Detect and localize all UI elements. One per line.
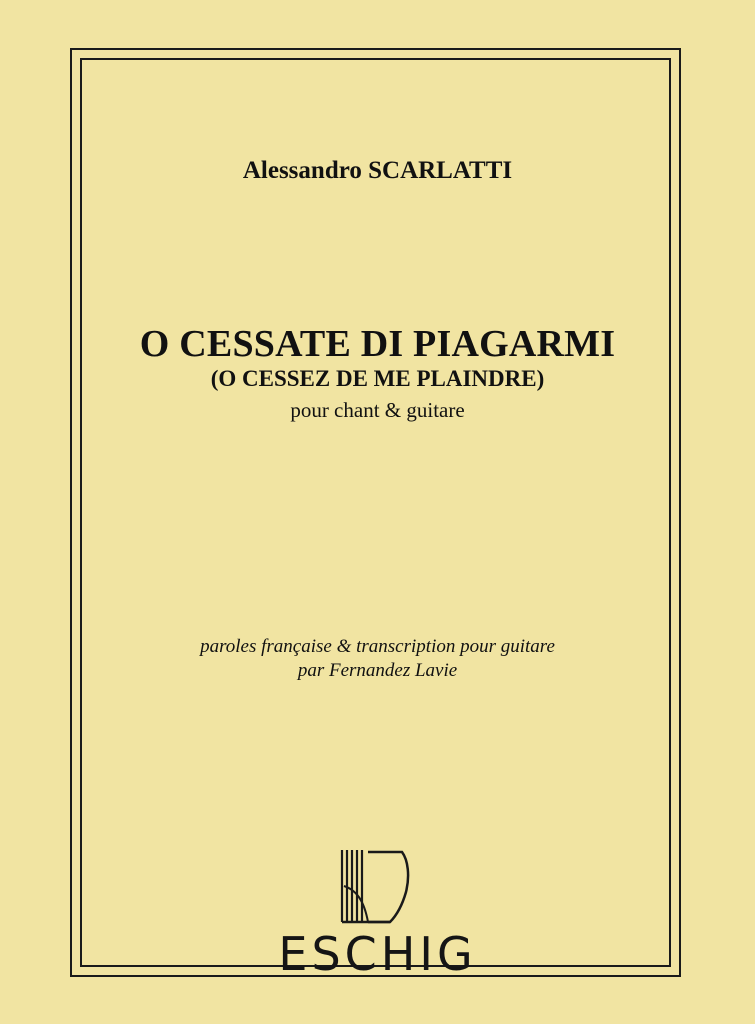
publisher-name: ESCHIG — [278, 927, 477, 981]
credit-line-1: paroles française & transcription pour guitare — [200, 636, 555, 657]
credit-line-2: par Fernandez Lavie — [297, 660, 458, 681]
work-subtitle: (O CESSEZ DE ME PLAINDRE) — [210, 366, 545, 391]
eschig-harp-logo-icon — [336, 846, 422, 926]
inner-border-frame — [80, 58, 671, 967]
instrumentation-text: pour chant & guitare — [290, 398, 465, 422]
composer-name: Alessandro SCARLATTI — [242, 157, 513, 184]
work-title: O CESSATE DI PIAGARMI — [139, 323, 616, 365]
